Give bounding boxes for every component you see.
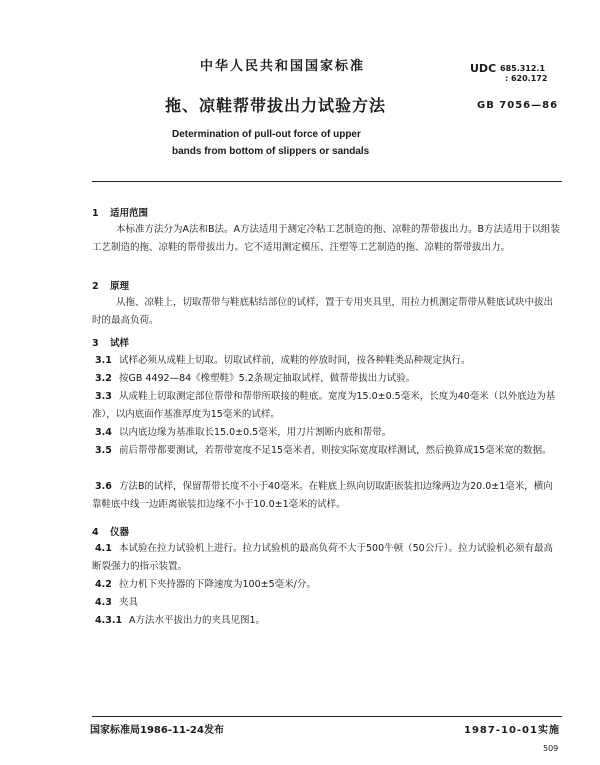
udc-code-2: : 620.172 xyxy=(505,74,548,83)
section-2-paragraph: 从拖、凉鞋上，切取帮带与鞋底粘结部位的试样，置于专用夹具里，用拉力机测定帮带从鞋底试块中拔出时的最高负荷。 xyxy=(92,297,554,326)
clause-3-5 xyxy=(92,442,562,460)
clause-3-3 xyxy=(92,388,562,424)
english-title-line-1: Determination of pull-out force of upper xyxy=(172,129,361,140)
clause-number: 3.3 xyxy=(95,391,112,402)
clause-number: 3.4 xyxy=(95,427,112,438)
clause-text: 本试验在拉力试验机上进行。拉力试验机的最高负荷不大于500牛顿（50公斤）。拉力试验机必须有最高断裂强力的指示装置。 xyxy=(92,543,553,572)
clause-number: 4.3 xyxy=(95,597,112,608)
gb-number: GB 7056—86 xyxy=(477,100,559,111)
issue-date: 国家标准局1986-11-24发布 xyxy=(90,725,224,736)
clause-number: 3.2 xyxy=(95,373,112,384)
clause-4-3-1 xyxy=(92,612,562,630)
clause-number: 3.6 xyxy=(95,481,112,492)
section-number: 4 xyxy=(92,527,99,538)
header-divider xyxy=(92,181,562,182)
clause-4-2 xyxy=(92,576,562,594)
clause-number: 3.5 xyxy=(95,445,112,456)
clause-3-2 xyxy=(92,370,562,388)
clause-number: 4.2 xyxy=(95,579,112,590)
clause-3-4 xyxy=(92,424,562,442)
udc-code-1: 685.312.1 xyxy=(500,64,546,73)
page-number: 509 xyxy=(543,744,559,753)
section-4-heading xyxy=(92,524,129,538)
clause-text: 夹具 xyxy=(119,597,139,608)
section-2-heading xyxy=(92,278,129,292)
section-title: 原理 xyxy=(110,281,130,292)
clause-text: 按GB 4492—84《橡塑鞋》5.2条规定抽取试样，做帮带拔出力试验。 xyxy=(119,373,416,384)
clause-text: 拉力机下夹持器的下降速度为100±5毫米/分。 xyxy=(119,579,316,590)
clause-text: 从成鞋上切取测定部位帮带和帮带所联接的鞋底。宽度为15.0±0.5毫米，长度为40毫米（以外底边为基准），以内底面作基准厚度为15毫米的试样。 xyxy=(92,391,556,420)
section-title: 试样 xyxy=(110,338,130,349)
clause-4-1 xyxy=(92,540,562,576)
clause-number: 3.1 xyxy=(95,355,112,366)
section-1-paragraph: 本标准方法分为A法和B法。A方法适用于测定冷粘工艺制造的拖、凉鞋的帮带拔出力。B方法适用于以组装工艺制造的拖、凉鞋的帮带拔出力。它不适用测定模压、注塑等工艺制造的拖、凉鞋的帮带拔出力。 xyxy=(92,224,561,253)
section-title: 仪器 xyxy=(110,527,130,538)
clause-3-1 xyxy=(92,352,562,370)
clause-number: 4.3.1 xyxy=(95,615,123,626)
clause-text: A方法水平拔出力的夹具见图1。 xyxy=(129,615,266,626)
english-title xyxy=(172,126,432,160)
udc-label: UDC xyxy=(470,62,497,75)
effective-date: 1987-10-01实施 xyxy=(464,725,560,736)
footer-divider xyxy=(92,716,562,717)
national-standard-heading: 中华人民共和国国家标准 xyxy=(200,59,366,74)
clause-text: 方法B的试样，保留帮带长度不小于40毫米。在鞋底上纵向切取距嵌装扣边缘两边为20.0±1毫米，横向靠鞋底中线一边距离嵌装扣边缘不小于10.0±1毫米的试样。 xyxy=(92,481,553,510)
clause-text: 前后帮带都要测试，若帮带宽度不足15毫米者，则按实际宽度取样测试，然后换算成15毫米宽的数据。 xyxy=(119,445,552,456)
section-title: 适用范围 xyxy=(110,208,149,219)
section-1-heading xyxy=(92,205,148,219)
clause-3-6 xyxy=(92,478,562,514)
section-number: 2 xyxy=(92,281,99,292)
clause-4-3 xyxy=(92,594,562,612)
clause-text: 以内底边缘为基准取长15.0±0.5毫米，用刀片割断内底和帮带。 xyxy=(119,427,392,438)
clause-text: 试样必须从成鞋上切取。切取试样前，成鞋的停放时间，按各种鞋类品种规定执行。 xyxy=(119,355,471,366)
section-3-heading xyxy=(92,335,129,349)
clause-number: 4.1 xyxy=(95,543,112,554)
section-number: 3 xyxy=(92,338,99,349)
document-title: 拖、凉鞋帮带拔出力试验方法 xyxy=(165,96,387,115)
section-number: 1 xyxy=(92,208,99,219)
english-title-line-2: bands from bottom of slippers or sandals xyxy=(172,146,370,157)
